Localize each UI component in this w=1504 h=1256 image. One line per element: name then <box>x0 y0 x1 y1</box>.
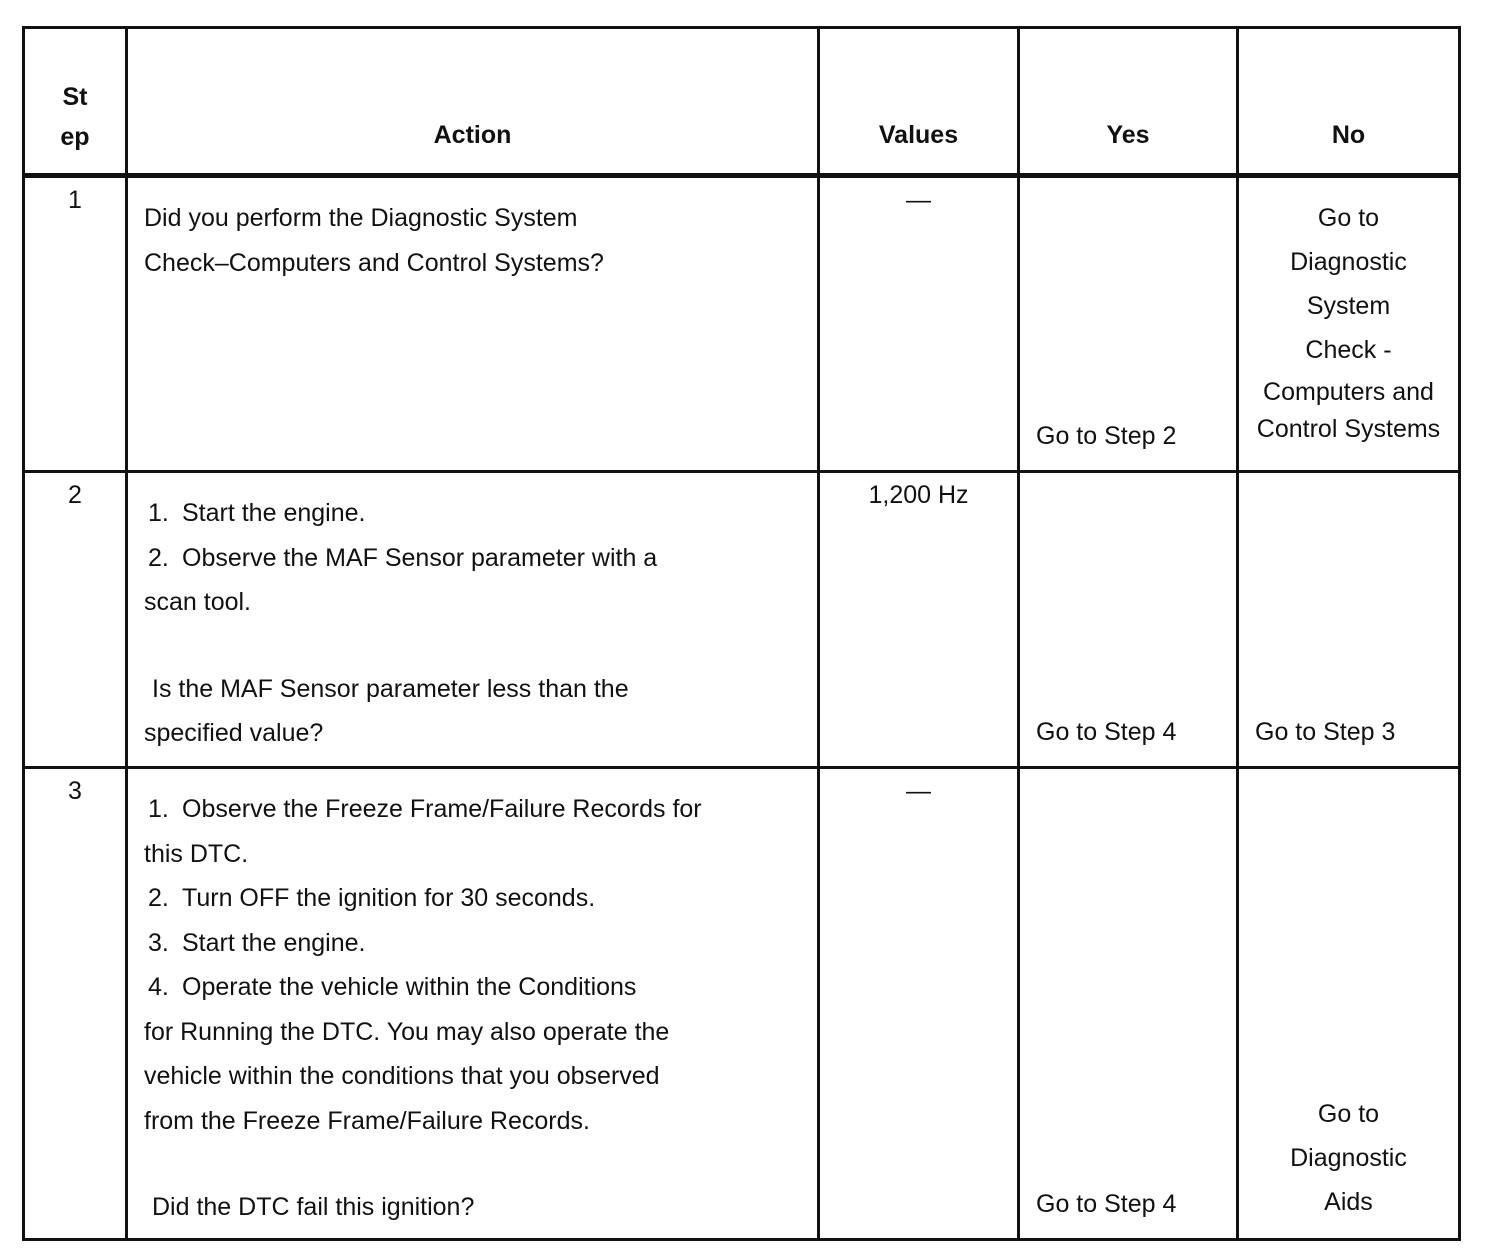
action-item <box>144 921 805 966</box>
no-line: Check - <box>1305 336 1392 364</box>
no-cell <box>1238 176 1460 472</box>
action-item <box>144 787 805 832</box>
header-step: St ep <box>24 28 127 176</box>
table-row <box>24 768 1460 1240</box>
item-text: Start the engine. <box>182 928 366 957</box>
action-question: Did the DTC fail this ignition? <box>152 1193 475 1221</box>
no-line: Diagnostic <box>1290 1144 1407 1172</box>
action-line: Did you perform the Diagnostic System <box>144 204 578 232</box>
no-line: Aids <box>1324 1188 1373 1216</box>
yes-cell <box>1019 176 1238 472</box>
no-line: Diagnostic <box>1290 248 1407 276</box>
action-question: specified value? <box>144 719 324 747</box>
item-number: 2. <box>148 543 169 572</box>
action-item <box>144 876 805 921</box>
action-question: Is the MAF Sensor parameter less than the <box>152 674 629 703</box>
no-link[interactable]: Go to Step 3 <box>1255 717 1396 746</box>
no-cell <box>1238 768 1460 1240</box>
item-number: 2. <box>148 884 169 912</box>
no-link[interactable] <box>1239 196 1458 446</box>
action-item <box>144 965 805 1010</box>
table-row <box>24 176 1460 472</box>
item-number: 3. <box>148 928 169 957</box>
item-text: Turn OFF the ignition for 30 seconds. <box>182 884 596 912</box>
no-line: System <box>1306 292 1391 320</box>
diagnostic-table <box>22 26 1461 1241</box>
item-number: 1. <box>148 499 169 527</box>
action-item <box>144 491 805 536</box>
step-number: 2 <box>24 472 127 768</box>
step-number: 3 <box>24 768 127 1240</box>
value-cell: — <box>819 176 1019 472</box>
action-item <box>144 536 805 581</box>
action-line: vehicle within the conditions that you observed <box>144 1062 660 1090</box>
action-cell <box>127 472 819 768</box>
yes-cell <box>1019 472 1238 768</box>
step-number: 1 <box>24 176 127 472</box>
item-number: 1. <box>148 795 169 823</box>
action-line: Check–Computers and Control Systems? <box>144 248 604 277</box>
value-cell: 1,200 Hz <box>819 472 1019 768</box>
action-line: scan tool. <box>144 588 252 616</box>
no-link[interactable] <box>1239 1092 1458 1224</box>
table-header-row <box>24 28 1460 176</box>
header-values: Values <box>819 28 1019 176</box>
item-text: Observe the MAF Sensor parameter with a <box>182 543 658 572</box>
action-cell <box>127 176 819 472</box>
item-number: 4. <box>148 973 169 1001</box>
header-no: No <box>1238 28 1460 176</box>
header-action: Action <box>127 28 819 176</box>
no-cell <box>1238 472 1460 768</box>
yes-link[interactable]: Go to Step 4 <box>1036 717 1177 746</box>
item-text: Start the engine. <box>182 499 366 527</box>
action-line: this DTC. <box>144 839 249 868</box>
action-cell <box>127 768 819 1240</box>
item-text: Operate the vehicle within the Conditions <box>182 973 637 1001</box>
no-line: Computers and <box>1263 378 1434 406</box>
no-line: Go to <box>1317 1100 1380 1128</box>
no-line: Control Systems <box>1256 415 1441 443</box>
no-line: Go to <box>1317 204 1380 232</box>
item-text: Observe the Freeze Frame/Failure Records for <box>182 795 702 823</box>
value-cell: — <box>819 768 1019 1240</box>
yes-link[interactable]: Go to Step 4 <box>1036 1189 1177 1218</box>
yes-link[interactable]: Go to Step 2 <box>1036 421 1177 450</box>
header-yes: Yes <box>1019 28 1238 176</box>
table-row <box>24 472 1460 768</box>
action-line: for Running the DTC. You may also operate the <box>144 1017 670 1046</box>
action-line: from the Freeze Frame/Failure Records. <box>144 1106 590 1135</box>
yes-cell <box>1019 768 1238 1240</box>
